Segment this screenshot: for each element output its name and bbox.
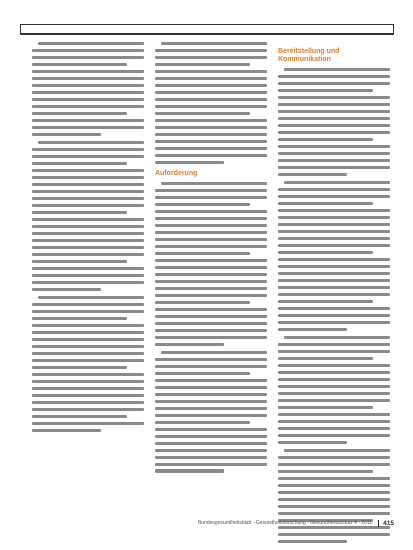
text-line-placeholder (278, 209, 390, 212)
text-line-placeholder (32, 310, 144, 313)
text-line-placeholder (32, 126, 144, 129)
text-line-placeholder (32, 288, 101, 291)
text-line-placeholder (278, 392, 390, 395)
text-line-placeholder (32, 373, 144, 376)
text-line-placeholder (284, 449, 390, 452)
text-line-placeholder (155, 372, 250, 375)
text-line-placeholder (32, 324, 144, 327)
text-line-placeholder (155, 238, 267, 241)
text-line-placeholder (278, 131, 390, 134)
text-line-placeholder (278, 244, 390, 247)
text-line-placeholder (155, 49, 267, 52)
text-line-placeholder (161, 182, 267, 185)
text-line-placeholder (32, 98, 144, 101)
text-line-placeholder (278, 505, 390, 508)
text-line-placeholder (155, 393, 267, 396)
text-line-placeholder (155, 414, 267, 417)
text-line-placeholder (278, 103, 390, 106)
text-line-placeholder (32, 394, 144, 397)
text-line-placeholder (155, 322, 267, 325)
page-number: 415 (378, 520, 394, 527)
text-line-placeholder (32, 429, 101, 432)
text-line-placeholder (32, 119, 144, 122)
text-line-placeholder (278, 293, 390, 296)
text-line-placeholder (284, 68, 390, 71)
text-line-placeholder (32, 105, 144, 108)
text-line-placeholder (278, 413, 390, 416)
text-line-placeholder (278, 484, 390, 487)
text-line-placeholder (32, 91, 144, 94)
text-line-placeholder (155, 469, 224, 472)
text-line-placeholder (38, 296, 144, 299)
text-line-placeholder (32, 218, 144, 221)
text-line-placeholder (155, 336, 267, 339)
paragraph (32, 296, 144, 432)
text-line-placeholder (155, 407, 267, 410)
text-line-placeholder (155, 105, 267, 108)
text-line-placeholder (32, 56, 144, 59)
text-line-placeholder (32, 281, 144, 284)
text-line-placeholder (32, 352, 144, 355)
text-line-placeholder (32, 366, 127, 369)
text-line-placeholder (278, 159, 390, 162)
text-line-placeholder (278, 75, 390, 78)
text-line-placeholder (155, 301, 250, 304)
text-line-placeholder (155, 140, 267, 143)
text-line-placeholder (278, 512, 390, 515)
text-line-placeholder (32, 359, 144, 362)
text-line-placeholder (278, 307, 390, 310)
section-heading-middle: Auforderung (155, 169, 198, 177)
text-line-placeholder (155, 231, 267, 234)
text-line-placeholder (32, 190, 144, 193)
text-line-placeholder (155, 379, 267, 382)
text-line-placeholder (32, 70, 144, 73)
text-column-left (32, 42, 144, 437)
text-line-placeholder (32, 197, 144, 200)
text-line-placeholder (155, 91, 267, 94)
text-line-placeholder (278, 434, 390, 437)
text-line-placeholder (278, 124, 390, 127)
text-line-placeholder (32, 260, 127, 263)
text-line-placeholder (278, 286, 390, 289)
text-line-placeholder (278, 477, 390, 480)
page-footer (196, 516, 394, 530)
text-line-placeholder (155, 154, 267, 157)
text-line-placeholder (32, 345, 144, 348)
text-line-placeholder (278, 378, 390, 381)
text-line-placeholder (32, 162, 127, 165)
text-line-placeholder (278, 456, 390, 459)
text-line-placeholder (278, 138, 373, 141)
text-line-placeholder (32, 169, 144, 172)
text-line-placeholder (32, 338, 144, 341)
text-column-right (278, 42, 390, 548)
text-line-placeholder (278, 498, 390, 501)
text-line-placeholder (278, 321, 390, 324)
text-line-placeholder (278, 427, 390, 430)
text-line-placeholder (278, 470, 373, 473)
text-line-placeholder (278, 82, 390, 85)
text-line-placeholder (155, 428, 267, 431)
text-line-placeholder (155, 449, 267, 452)
text-line-placeholder (278, 540, 347, 543)
text-line-placeholder (38, 42, 144, 45)
text-line-placeholder (278, 258, 390, 261)
paragraph (155, 42, 267, 164)
text-line-placeholder (155, 56, 267, 59)
text-line-placeholder (155, 280, 267, 283)
text-line-placeholder (278, 173, 347, 176)
text-line-placeholder (278, 279, 390, 282)
text-line-placeholder (32, 112, 127, 115)
text-line-placeholder (32, 253, 144, 256)
text-line-placeholder (278, 406, 373, 409)
text-line-placeholder (32, 387, 144, 390)
text-line-placeholder (32, 274, 144, 277)
text-line-placeholder (161, 42, 267, 45)
text-line-placeholder (155, 463, 267, 466)
text-line-placeholder (155, 147, 267, 150)
text-line-placeholder (278, 385, 390, 388)
text-line-placeholder (155, 84, 267, 87)
text-line-placeholder (284, 181, 390, 184)
header-rule (20, 24, 394, 35)
text-line-placeholder (32, 408, 144, 411)
text-line-placeholder (155, 259, 267, 262)
paragraph (278, 336, 390, 444)
text-line-placeholder (155, 358, 267, 361)
text-line-placeholder (278, 188, 390, 191)
text-line-placeholder (155, 287, 267, 290)
text-line-placeholder (155, 203, 250, 206)
text-line-placeholder (278, 357, 373, 360)
text-line-placeholder (155, 77, 267, 80)
text-line-placeholder (32, 49, 144, 52)
text-line-placeholder (32, 84, 144, 87)
text-line-placeholder (278, 89, 373, 92)
text-line-placeholder (32, 267, 144, 270)
text-line-placeholder (278, 300, 373, 303)
text-line-placeholder (278, 230, 390, 233)
text-line-placeholder (32, 204, 144, 207)
text-line-placeholder (155, 273, 267, 276)
text-line-placeholder (155, 294, 267, 297)
text-line-placeholder (32, 331, 144, 334)
text-line-placeholder (32, 239, 144, 242)
text-line-placeholder (32, 155, 144, 158)
text-line-placeholder (155, 98, 267, 101)
text-line-placeholder (32, 232, 144, 235)
text-line-placeholder (278, 202, 373, 205)
text-line-placeholder (155, 196, 267, 199)
text-line-placeholder (155, 435, 267, 438)
text-line-placeholder (155, 386, 267, 389)
text-line-placeholder (155, 421, 250, 424)
text-column-middle (155, 42, 267, 478)
text-line-placeholder (155, 189, 267, 192)
text-line-placeholder (278, 399, 390, 402)
text-line-placeholder (278, 237, 390, 240)
text-line-placeholder (155, 315, 267, 318)
paragraph (278, 181, 390, 331)
paragraph (32, 141, 144, 291)
running-title: Bundesgesundheitsblatt - Gesundheitsforschung - Gesundheitsschutz 4 · 2011 (197, 520, 373, 526)
text-line-placeholder (32, 415, 127, 418)
text-line-placeholder (155, 63, 250, 66)
text-line-placeholder (278, 145, 390, 148)
text-line-placeholder (155, 112, 250, 115)
text-line-placeholder (155, 245, 267, 248)
text-line-placeholder (278, 216, 390, 219)
text-line-placeholder (32, 63, 127, 66)
paragraph (32, 42, 144, 136)
text-line-placeholder (161, 351, 267, 354)
text-line-placeholder (155, 133, 267, 136)
text-line-placeholder (38, 141, 144, 144)
text-line-placeholder (155, 119, 267, 122)
text-line-placeholder (155, 126, 267, 129)
text-line-placeholder (278, 96, 390, 99)
text-line-placeholder (155, 308, 267, 311)
text-line-placeholder (278, 420, 390, 423)
text-line-placeholder (155, 161, 224, 164)
text-line-placeholder (155, 456, 267, 459)
text-line-placeholder (155, 217, 267, 220)
text-line-placeholder (278, 343, 390, 346)
text-line-placeholder (278, 166, 390, 169)
text-line-placeholder (278, 371, 390, 374)
text-line-placeholder (32, 225, 144, 228)
text-line-placeholder (278, 272, 390, 275)
text-line-placeholder (32, 183, 144, 186)
text-line-placeholder (32, 401, 144, 404)
text-line-placeholder (278, 265, 390, 268)
text-line-placeholder (32, 176, 144, 179)
text-line-placeholder (155, 400, 267, 403)
text-line-placeholder (32, 211, 127, 214)
text-line-placeholder (278, 328, 347, 331)
text-line-placeholder (155, 70, 267, 73)
section-heading-right: Bereitstellung und Kommunikation (278, 48, 340, 63)
text-line-placeholder (278, 463, 390, 466)
text-line-placeholder (278, 117, 390, 120)
text-line-placeholder (32, 380, 144, 383)
text-line-placeholder (155, 329, 267, 332)
text-line-placeholder (155, 252, 250, 255)
paragraph (278, 68, 390, 176)
text-line-placeholder (278, 251, 373, 254)
text-line-placeholder (278, 195, 390, 198)
text-line-placeholder (278, 314, 390, 317)
text-line-placeholder (32, 133, 101, 136)
text-line-placeholder (32, 422, 144, 425)
text-line-placeholder (155, 343, 224, 346)
text-line-placeholder (155, 266, 267, 269)
text-line-placeholder (32, 317, 127, 320)
text-line-placeholder (155, 365, 267, 368)
text-line-placeholder (32, 246, 144, 249)
text-line-placeholder (155, 224, 267, 227)
text-line-placeholder (278, 223, 390, 226)
text-line-placeholder (278, 152, 390, 155)
paragraph (155, 182, 267, 346)
text-line-placeholder (32, 303, 144, 306)
text-line-placeholder (32, 148, 144, 151)
paragraph (155, 351, 267, 473)
text-line-placeholder (278, 441, 347, 444)
text-line-placeholder (278, 110, 390, 113)
text-line-placeholder (278, 491, 390, 494)
text-line-placeholder (155, 442, 267, 445)
text-line-placeholder (278, 533, 390, 536)
text-line-placeholder (155, 210, 267, 213)
text-line-placeholder (32, 77, 144, 80)
text-line-placeholder (278, 364, 390, 367)
text-line-placeholder (284, 336, 390, 339)
text-line-placeholder (278, 350, 390, 353)
